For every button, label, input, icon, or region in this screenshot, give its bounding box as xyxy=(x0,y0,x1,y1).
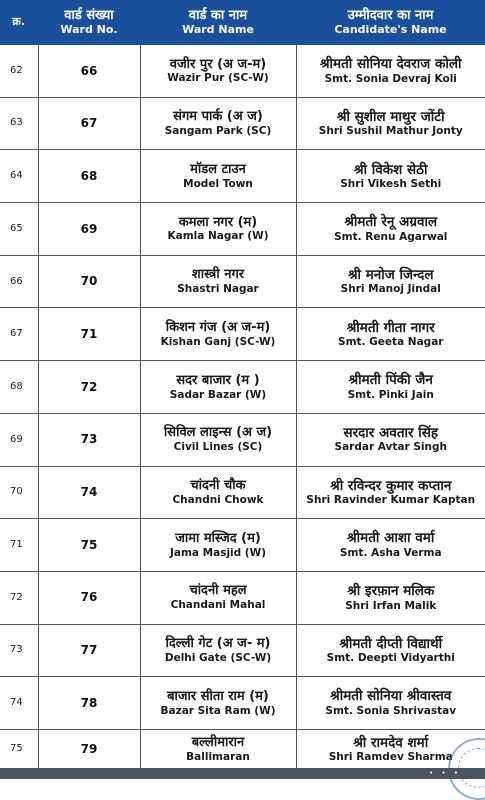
candidate-name-cell xyxy=(296,466,485,519)
ward-name-hindi: चांदनी महल xyxy=(189,583,247,599)
ward-no-cell: 78 xyxy=(38,677,140,730)
table-row xyxy=(0,466,485,519)
ward-name-english: Sadar Bazar (W) xyxy=(169,388,267,401)
candidate-name-english: Smt. Deepti Vidyarthi xyxy=(326,652,455,665)
ward-name-cell xyxy=(140,150,296,203)
ward-name-hindi: सदर बाजार (म ) xyxy=(176,372,260,388)
ward-name-cell xyxy=(140,624,296,677)
table-row xyxy=(0,677,485,730)
ward-no-cell: 74 xyxy=(38,466,140,519)
candidate-name-cell xyxy=(296,677,485,730)
table-row xyxy=(0,361,485,414)
ward-name-english: Chandni Chowk xyxy=(172,493,264,506)
ward-name-english: Kamla Nagar (W) xyxy=(167,230,269,243)
candidate-name-english: Smt. Asha Verma xyxy=(339,546,442,559)
table-row xyxy=(0,308,485,361)
ward-name-cell xyxy=(140,677,296,730)
ward-no-cell: 69 xyxy=(38,203,140,256)
ward-no-cell: 73 xyxy=(38,413,140,466)
candidate-name-cell xyxy=(296,519,485,572)
ward-name-hindi: कमला नगर (म) xyxy=(178,214,258,230)
table-row xyxy=(0,203,485,256)
ward-no-cell: 71 xyxy=(38,308,140,361)
header-serial: क्र. xyxy=(0,1,38,45)
candidate-name-cell xyxy=(296,624,485,677)
serial-cell: 66 xyxy=(0,255,38,308)
candidate-name-hindi: श्री सुशील माथुर जोंटी xyxy=(336,108,445,125)
header-ward-no: वार्ड संख्या Ward No. xyxy=(38,1,140,45)
ward-no-cell: 76 xyxy=(38,571,140,624)
ward-name-cell xyxy=(140,729,296,769)
candidate-name-hindi: श्रीमती रेनू अग्रवाल xyxy=(344,214,438,231)
candidate-name-cell xyxy=(296,308,485,361)
ward-no-cell: 70 xyxy=(38,255,140,308)
ward-name-english: Kishan Ganj (SC-W) xyxy=(160,335,276,348)
ward-name-english: Chandani Mahal xyxy=(170,599,266,612)
ward-no-cell: 67 xyxy=(38,97,140,150)
ward-name-hindi: वजीर पुर (अ ज-म) xyxy=(169,56,267,72)
ward-name-cell xyxy=(140,519,296,572)
ward-name-hindi: बल्लीमारान xyxy=(191,735,245,751)
candidate-name-hindi: श्री रविन्दर कुमार कप्तान xyxy=(330,477,452,494)
table-row xyxy=(0,519,485,572)
serial-cell: 74 xyxy=(0,677,38,730)
ward-no-cell: 77 xyxy=(38,624,140,677)
candidate-name-cell xyxy=(296,413,485,466)
candidate-name-hindi: श्री मनोज जिन्दल xyxy=(347,266,434,283)
candidate-name-hindi: श्री विकेश सेठी xyxy=(354,161,428,178)
ward-name-english: Ballimaran xyxy=(186,750,250,763)
candidate-name-english: Smt. Renu Agarwal xyxy=(334,230,448,243)
ward-no-cell: 75 xyxy=(38,519,140,572)
header-candidate-name: उम्मीदवार का नाम Candidate's Name xyxy=(296,1,485,45)
ward-name-english: Wazir Pur (SC-W) xyxy=(167,72,269,85)
ward-name-cell xyxy=(140,361,296,414)
ward-name-english: Bazar Sita Ram (W) xyxy=(160,704,276,717)
candidate-name-english: Smt. Geeta Nagar xyxy=(338,336,444,349)
ward-name-hindi: दिल्ली गेट (अ ज- म) xyxy=(165,636,271,652)
candidate-name-hindi: श्रीमती दीप्ती विद्यार्थी xyxy=(339,635,443,652)
ward-name-english: Sangam Park (SC) xyxy=(164,125,272,138)
ward-name-hindi: किशन गंज (अ ज-म) xyxy=(165,319,271,335)
table-row xyxy=(0,150,485,203)
candidate-name-english: Shri Manoj Jindal xyxy=(340,283,441,296)
ward-no-cell: 68 xyxy=(38,150,140,203)
ward-name-english: Civil Lines (SC) xyxy=(173,441,263,454)
ward-name-hindi: चांदनी चौक xyxy=(190,478,246,494)
serial-cell: 69 xyxy=(0,413,38,466)
candidate-name-english: Shri Sushil Mathur Jonty xyxy=(318,125,463,138)
ward-name-hindi: शास्त्री नगर xyxy=(191,267,245,283)
candidate-name-english: Shri Vikesh Sethi xyxy=(340,178,442,191)
candidate-name-english: Shri Ravinder Kumar Kaptan xyxy=(306,494,476,507)
bottom-bar xyxy=(0,768,485,779)
ward-name-hindi: संगम पार्क (अ ज) xyxy=(173,109,263,125)
ward-name-hindi: बाजार सीता राम (म) xyxy=(167,688,269,704)
ward-name-english: Delhi Gate (SC-W) xyxy=(164,651,272,664)
candidate-name-cell xyxy=(296,45,485,98)
table-row xyxy=(0,624,485,677)
serial-cell: 63 xyxy=(0,97,38,150)
serial-cell: 73 xyxy=(0,624,38,677)
candidate-name-english: Smt. Pinki Jain xyxy=(347,388,434,401)
candidate-name-english: Sardar Avtar Singh xyxy=(334,441,447,454)
table-row xyxy=(0,255,485,308)
candidate-name-hindi: श्रीमती सोनिया देवराज कोली xyxy=(319,56,462,73)
candidate-name-cell xyxy=(296,361,485,414)
table-row xyxy=(0,729,485,769)
candidate-name-cell xyxy=(296,255,485,308)
header-ward-name: वार्ड का नाम Ward Name xyxy=(140,1,296,45)
ward-name-hindi: जामा मस्जिद (म) xyxy=(175,530,261,546)
candidate-name-hindi: श्रीमती आशा वर्मा xyxy=(347,530,435,547)
ward-name-cell xyxy=(140,466,296,519)
table-header-row xyxy=(0,1,485,45)
serial-cell: 64 xyxy=(0,150,38,203)
more-icon: • • • xyxy=(429,769,461,777)
table-row xyxy=(0,45,485,98)
serial-cell: 65 xyxy=(0,203,38,256)
candidate-name-english: Smt. Sonia Devraj Koli xyxy=(324,72,457,85)
candidate-name-cell xyxy=(296,203,485,256)
ward-no-cell: 72 xyxy=(38,361,140,414)
ward-name-cell xyxy=(140,413,296,466)
candidate-name-hindi: श्री इरफ़ान मलिक xyxy=(347,583,435,600)
serial-cell: 70 xyxy=(0,466,38,519)
serial-cell: 62 xyxy=(0,45,38,98)
candidate-name-hindi: श्रीमती सोनिया श्रीवास्तव xyxy=(330,688,452,705)
candidate-name-cell xyxy=(296,150,485,203)
serial-cell: 72 xyxy=(0,571,38,624)
table-row xyxy=(0,571,485,624)
serial-cell: 71 xyxy=(0,519,38,572)
ward-name-english: Model Town xyxy=(183,177,253,190)
serial-cell: 75 xyxy=(0,729,38,769)
candidate-name-hindi: श्री रामदेव शर्मा xyxy=(353,734,429,751)
ward-name-cell xyxy=(140,97,296,150)
ward-no-cell: 79 xyxy=(38,729,140,769)
candidate-name-hindi: सरदार अवतार सिंह xyxy=(343,425,439,442)
candidate-name-hindi: श्रीमती गीता नागर xyxy=(346,319,435,336)
candidate-name-hindi: श्रीमती पिंकी जैन xyxy=(348,372,433,389)
table-row xyxy=(0,97,485,150)
ward-name-cell xyxy=(140,45,296,98)
ward-name-cell xyxy=(140,203,296,256)
ward-name-hindi: मॉडल टाउन xyxy=(190,161,246,177)
candidate-name-english: Smt. Sonia Shrivastav xyxy=(325,704,457,717)
ward-name-cell xyxy=(140,571,296,624)
serial-cell: 68 xyxy=(0,361,38,414)
table-row xyxy=(0,413,485,466)
serial-cell: 67 xyxy=(0,308,38,361)
ward-name-cell xyxy=(140,255,296,308)
ward-no-cell: 66 xyxy=(38,45,140,98)
ward-name-hindi: सिविल लाइन्स (अ ज) xyxy=(163,425,273,441)
ward-name-english: Shastri Nagar xyxy=(177,283,259,296)
ward-name-english: Jama Masjid (W) xyxy=(169,546,266,559)
ward-name-cell xyxy=(140,308,296,361)
candidate-name-cell xyxy=(296,571,485,624)
candidate-name-english: Shri Ramdev Sharma xyxy=(328,751,453,764)
candidate-name-english: Shri Irfan Malik xyxy=(345,599,437,612)
candidate-name-cell xyxy=(296,97,485,150)
